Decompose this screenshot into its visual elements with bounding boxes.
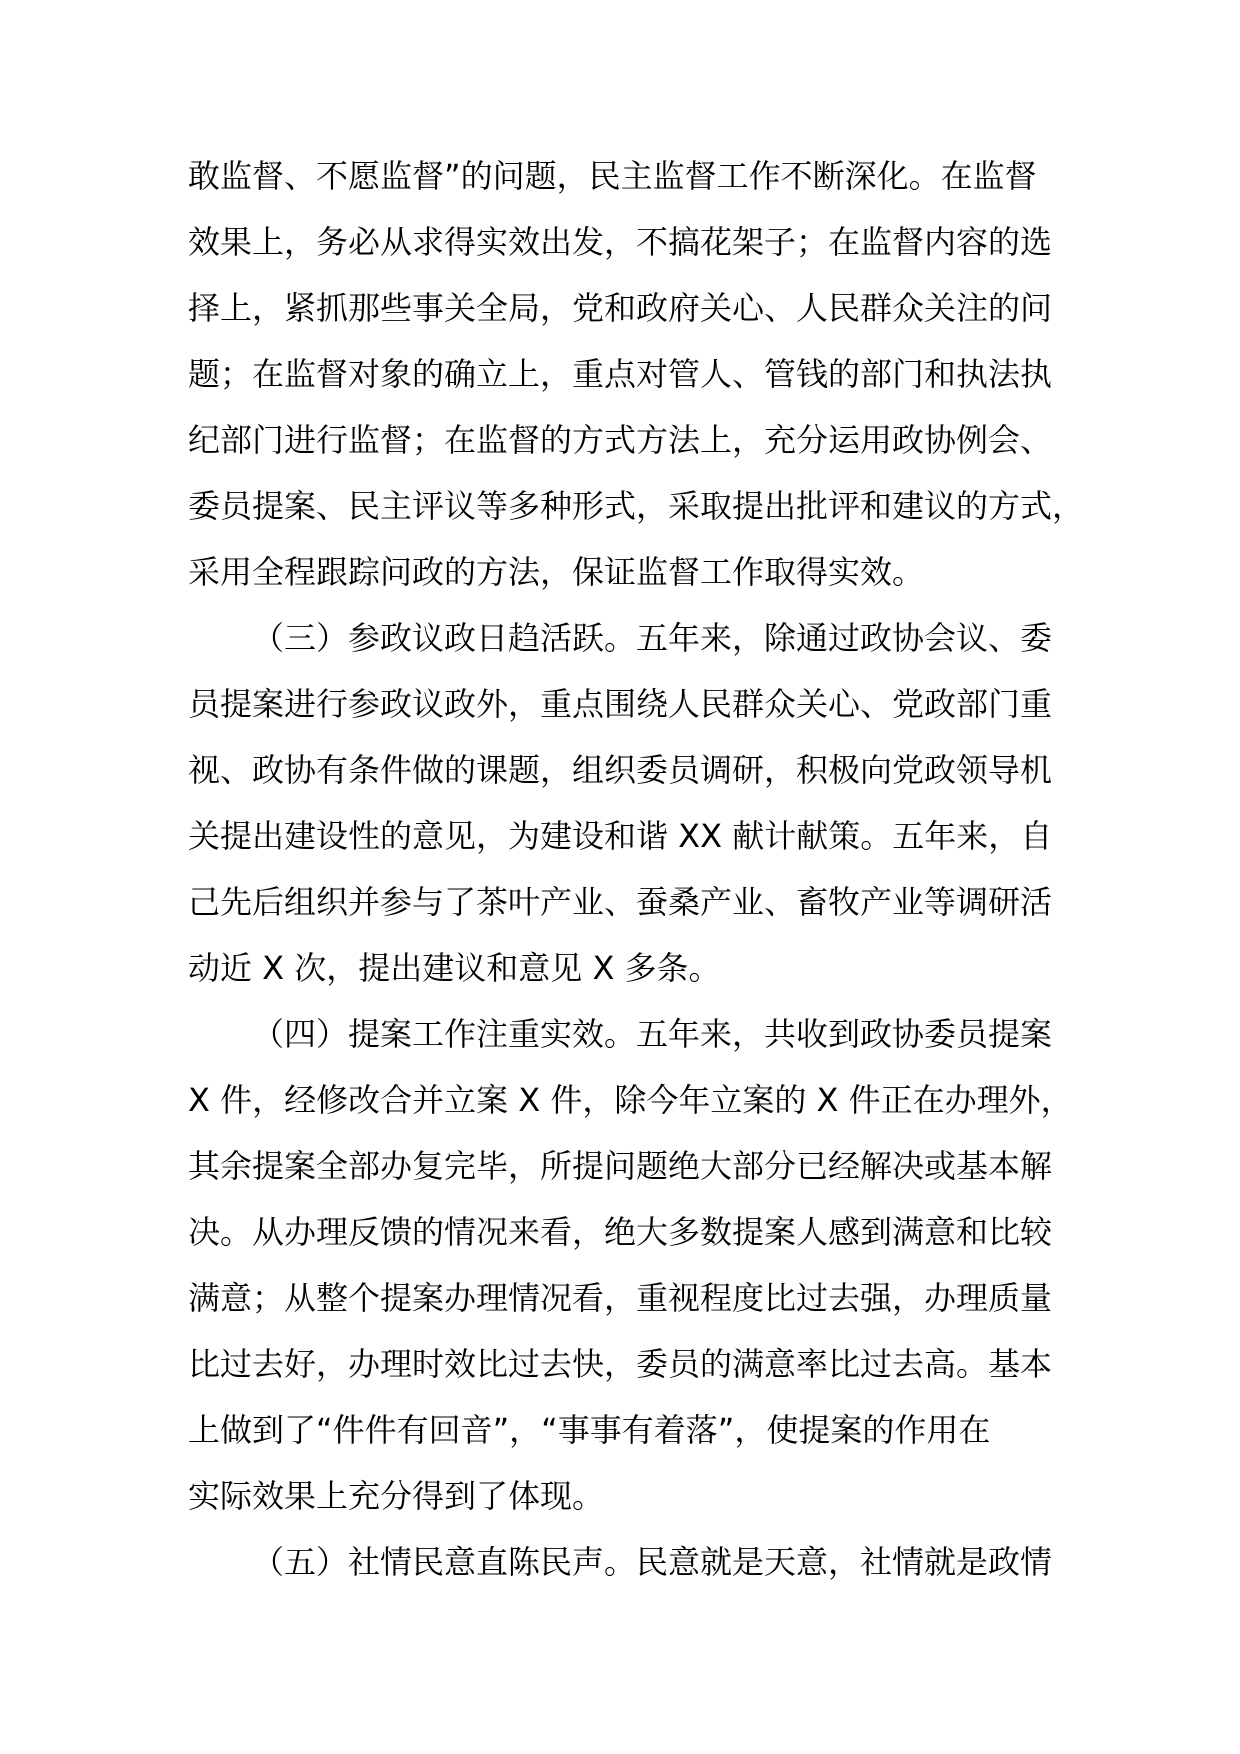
p3-line-4: 决。从办理反馈的情况来看，绝大多数提案人感到满意和比较 (188, 1213, 1053, 1251)
p1-line-2: 效果上，务必从求得实效出发，不搞花架子；在监督内容的选 (188, 223, 1053, 261)
p2-line-3: 视、政协有条件做的课题，组织委员调研，积极向党政领导机 (188, 751, 1053, 789)
p2-line-6: 动近 X 次，提出建议和意见 X 多条。 (188, 949, 721, 987)
p4-line-1: （五）社情民意直陈民声。民意就是天意，社情就是政情 (252, 1543, 1053, 1581)
p1-line-3: 择上，紧抓那些事关全局，党和政府关心、人民群众关注的问 (188, 289, 1053, 327)
p1-line-5: 纪部门进行监督；在监督的方式方法上，充分运用政协例会、 (188, 421, 1053, 459)
p1-line-7: 采用全程跟踪问政的方法，保证监督工作取得实效。 (188, 553, 925, 591)
p3-line-5: 满意；从整个提案办理情况看，重视程度比过去强，办理质量 (188, 1279, 1053, 1317)
p2-line-5: 己先后组织并参与了茶叶产业、蚕桑产业、畜牧产业等调研活 (188, 883, 1053, 921)
p3-line-7: 上做到了“件件有回音”，“事事有着落”，使提案的作用在 (188, 1411, 991, 1449)
p3-line-1: （四）提案工作注重实效。五年来，共收到政协委员提案 (252, 1015, 1053, 1053)
p3-line-2: X 件，经修改合并立案 X 件，除今年立案的 X 件正在办理外， (188, 1081, 1073, 1119)
p1-line-6: 委员提案、民主评议等多种形式，采取提出批评和建议的方式， (188, 487, 1085, 525)
p3-line-6: 比过去好，办理时效比过去快，委员的满意率比过去高。基本 (188, 1345, 1053, 1383)
p2-line-1: （三）参政议政日趋活跃。五年来，除通过政协会议、委 (252, 619, 1053, 657)
p3-line-8: 实际效果上充分得到了体现。 (188, 1477, 605, 1515)
p3-line-3: 其余提案全部办复完毕，所提问题绝大部分已经解决或基本解 (188, 1147, 1053, 1185)
p2-line-4: 关提出建设性的意见，为建设和谐 XX 献计献策。五年来，自 (188, 817, 1053, 855)
p1-line-1: 敢监督、不愿监督”的问题，民主监督工作不断深化。在监督 (188, 157, 1037, 195)
p2-line-2: 员提案进行参政议政外，重点围绕人民群众关心、党政部门重 (188, 685, 1053, 723)
p1-line-4: 题；在监督对象的确立上，重点对管人、管钱的部门和执法执 (188, 355, 1053, 393)
